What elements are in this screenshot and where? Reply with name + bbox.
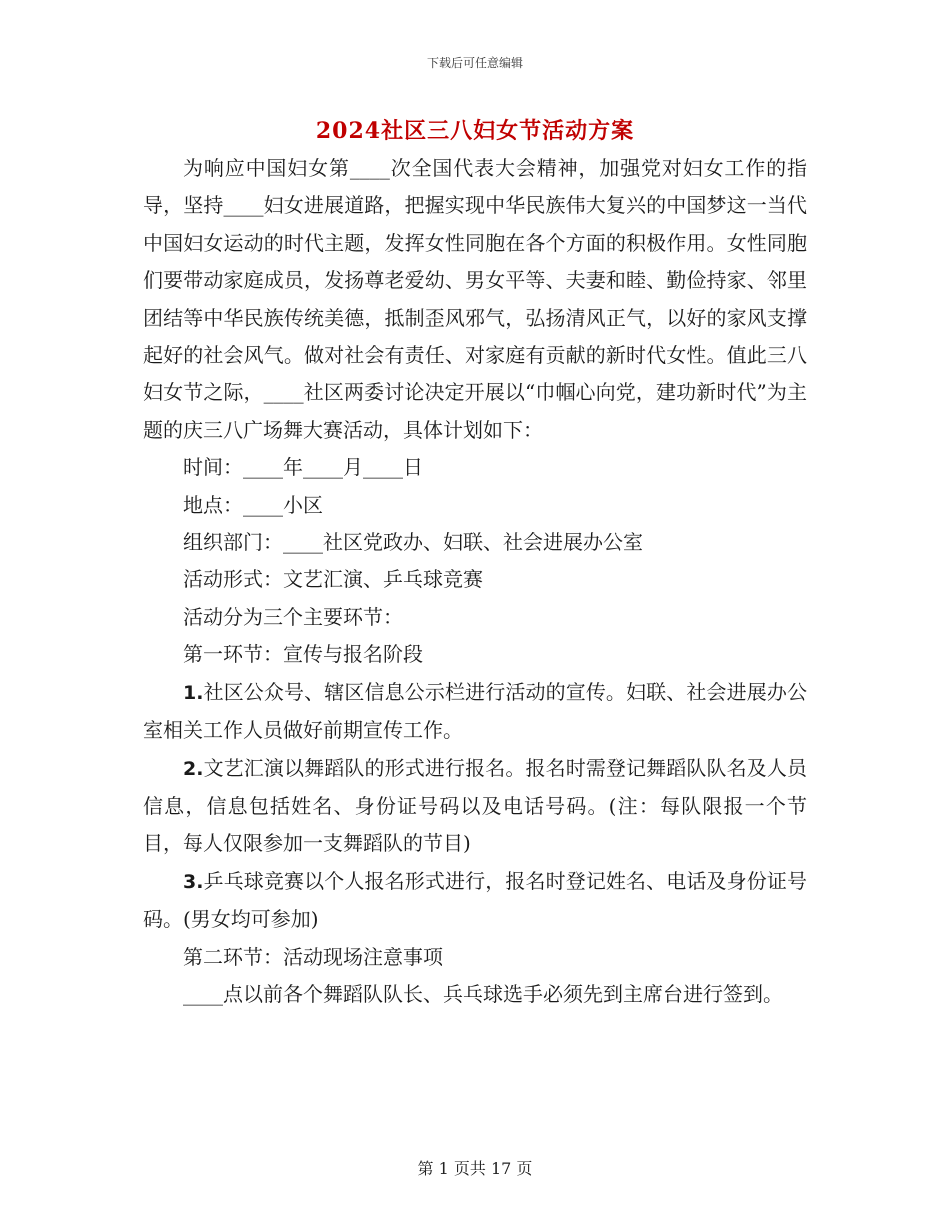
- sections-intro-line: 活动分为三个主要环节：: [183, 604, 403, 629]
- item-text: 文艺汇演以舞蹈队的形式进行报名。报名时需登记舞蹈队队名及人员信息，信息包括姓名、身份证号码以及电话号码。(注：每队限报一个节目，每人仅限参加一支舞蹈队的节目): [143, 755, 807, 856]
- intro-paragraph: 为响应中国妇女第____次全国代表大会精神，加强党对妇女工作的指导，坚持____妇女进展道路，把握实现中华民族伟大复兴的中国梦这一当代中国妇女运动的时代主题，发挥女性同胞在各个方面的积极作用。女性同胞们要带动家庭成员，发扬尊老爱幼、男女平等、夫妻和睦、勤俭持家、邻里团结等中华民族传统美德，抵制歪风邪气，弘扬清风正气，以好的家风支撑起好的社会风气。做对社会有责任、对家庭有贡献的新时代女性。值此三八妇女节之际，____社区两委讨论决定开展以“巾帼心向党，建功新时代”为主题的庆三八广场舞大赛活动，具体计划如下：: [143, 156, 807, 442]
- header-note: 下载后可任意编辑: [426, 56, 523, 70]
- numbered-item: [143, 863, 807, 939]
- section-two-heading: 第二环节：活动现场注意事项: [183, 944, 443, 969]
- item-number: 3.: [183, 870, 204, 893]
- item-number: 1.: [183, 681, 204, 704]
- section-one-heading: 第一环节：宣传与报名阶段: [183, 642, 423, 667]
- activity-form-line: 活动形式：文艺汇演、乒乓球竞赛: [183, 567, 483, 592]
- document-title: 2024社区三八妇女节活动方案: [315, 118, 635, 144]
- organizer-line: 组织部门：____社区党政办、妇联、社会进展办公室: [183, 530, 643, 555]
- numbered-item: [143, 674, 807, 750]
- time-line: 时间：____年____月____日: [183, 455, 423, 480]
- item-number: 2.: [183, 757, 204, 780]
- item-text: 社区公众号、辖区信息公示栏进行活动的宣传。妇联、社会进展办公室相关工作人员做好前期宣传工作。: [143, 679, 807, 743]
- item-text: 乒乓球竞赛以个人报名形式进行，报名时登记姓名、电话及身份证号码。(男女均可参加): [143, 868, 807, 932]
- numbered-item: [143, 750, 807, 863]
- checkin-paragraph: ____点以前各个舞蹈队队长、兵乓球选手必须先到主席台进行签到。: [183, 981, 783, 1006]
- location-line: 地点：____小区: [183, 492, 323, 517]
- document-body: [143, 150, 807, 1013]
- page-footer: 第 1 页共 17 页: [417, 1159, 533, 1178]
